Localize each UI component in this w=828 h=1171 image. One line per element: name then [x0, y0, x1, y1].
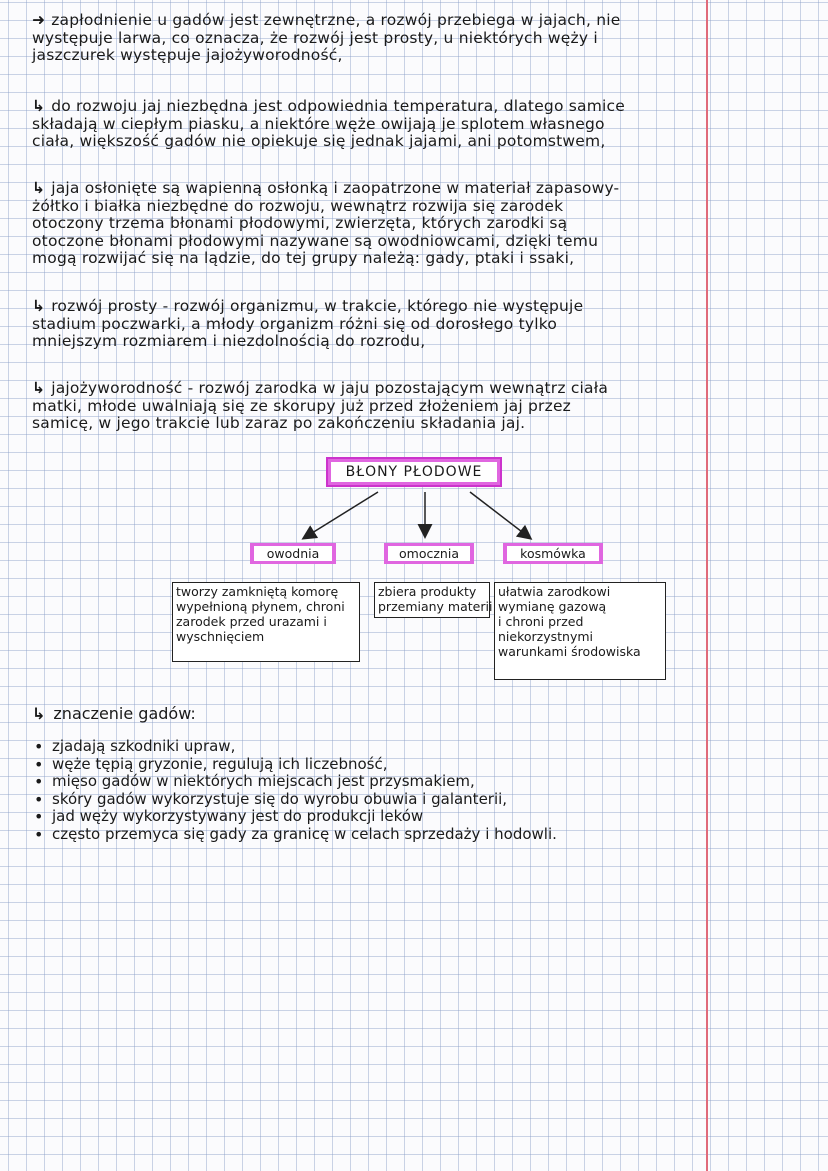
- paragraph-ovoviviparity: ↳ jajożyworodność - rozwój zarodka w jaju pozostającym wewnątrz ciała matki, młode uwalniają się ze skorupy już przed złożeniem jaj przez samicę, w jego trakcie lub zaraz po zakończeniu składania jaj.: [32, 379, 609, 432]
- arrow-icon: ↳: [32, 297, 46, 315]
- list-item: • często przemyca się gady za granicę w celach sprzedaży i hodowli.: [52, 826, 557, 844]
- kosmowka-description: ułatwia zarodkowi wymianę gazową i chroni przed niekorzystnymi warunkami środowiska: [494, 582, 666, 680]
- paragraph-egg-shell: ↳ jaja osłonięte są wapienną osłonką i zaopatrzone w materiał zapasowy- żółtko i białka niezbędne do rozwoju, wewnątrz rozwija się zarodek otoczony trzema błonami płodowymi, zwierzęta, których zarodki są otoczone błonami płodowymi nazywane są owodniowcami, dzięki temu mogą rozwijać się na lądzie, do tej grupy należą: gady, ptaki i ssaki,: [32, 179, 620, 267]
- membrane-omocznia: omocznia: [384, 543, 474, 564]
- diagram-title: BŁONY PŁODOWE: [326, 457, 502, 487]
- owodnia-description: tworzy zamkniętą komorę wypełnioną płynem, chroni zarodek przed urazami i wyschnięciem: [172, 582, 360, 662]
- list-item: • węże tępią gryzonie, regulują ich liczebność,: [52, 756, 557, 774]
- arrow-to-kosmowka: [470, 492, 530, 538]
- significance-list: [30, 738, 557, 843]
- membrane-kosmowka: kosmówka: [503, 543, 603, 564]
- arrow-icon: ↳: [32, 97, 46, 115]
- list-item: • skóry gadów wykorzystuje się do wyrobu obuwia i galanterii,: [52, 791, 557, 809]
- arrow-icon: ↳: [32, 379, 46, 397]
- list-item: • jad węży wykorzystywany jest do produkcji leków: [52, 808, 557, 826]
- notebook-margin-line: [706, 0, 708, 1171]
- arrow-icon: ↳: [32, 704, 46, 723]
- paragraph-fertilization: ➜ zapłodnienie u gadów jest zewnętrzne, a rozwój przebiega w jajach, nie występuje larwa, co oznacza, że rozwój jest prosty, u niektórych węży i jaszczurek występuje jajożyworodność,: [32, 11, 621, 64]
- membrane-owodnia: owodnia: [250, 543, 336, 564]
- arrow-to-owodnia: [304, 492, 378, 538]
- arrow-icon: ↳: [32, 179, 46, 197]
- list-item: • mięso gadów w niektórych miejscach jest przysmakiem,: [52, 773, 557, 791]
- list-item: • zjadają szkodniki upraw,: [52, 738, 557, 756]
- paragraph-direct-development: ↳ rozwój prosty - rozwój organizmu, w trakcie, którego nie występuje stadium poczwarki, a młody organizm różni się od dorosłego tylko mniejszym rozmiarem i niezdolnością do rozrodu,: [32, 297, 584, 350]
- omocznia-description: zbiera produkty przemiany materii: [374, 582, 490, 618]
- arrow-icon: ➜: [32, 11, 46, 29]
- significance-heading: ↳ znaczenie gadów:: [32, 704, 196, 723]
- paragraph-egg-development: ↳ do rozwoju jaj niezbędna jest odpowiednia temperatura, dlatego samice składają w ciepłym piasku, a niektóre węże owijają je splotem własnego ciała, większość gadów nie opiekuje się jednak jajami, ani potomstwem,: [32, 97, 626, 150]
